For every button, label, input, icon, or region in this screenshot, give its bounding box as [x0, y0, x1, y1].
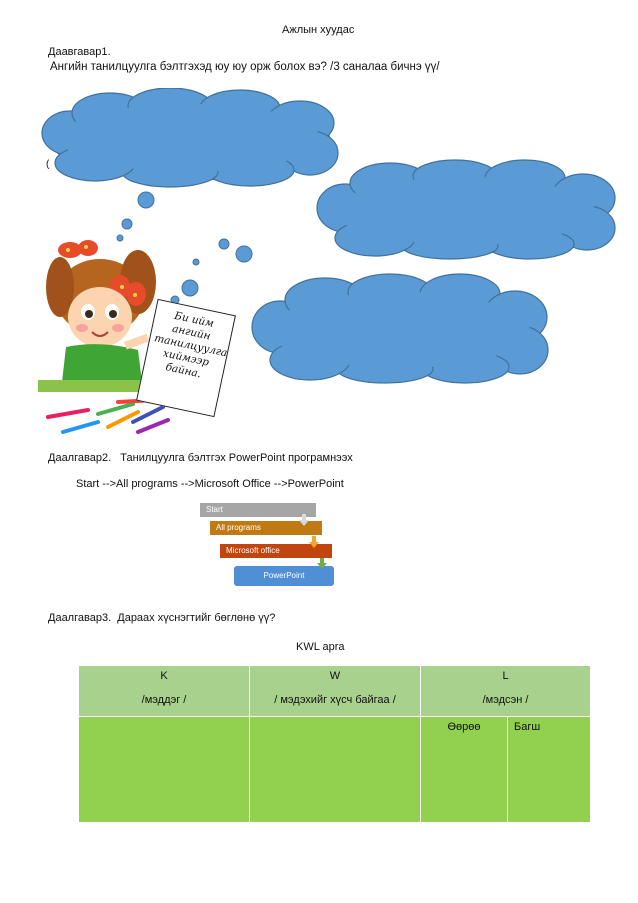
page-title: Ажлын хуудас — [282, 24, 355, 36]
step-start: Start — [200, 503, 316, 517]
step-powerpoint: PowerPoint — [234, 566, 334, 586]
kwl-title: KWL apra — [296, 641, 345, 653]
kwl-col-l: L /мэдсэн / — [421, 666, 591, 717]
note-card: Би ийм ангийн танилцуулга хиймээр байна. — [136, 299, 236, 417]
kwl-sub-teacher: Багш — [514, 721, 541, 733]
task1-question: Ангийн танилцуулга бэлтгэхэд юу юу орж болох вэ? /3 саналаа бичнэ үү/ — [50, 61, 440, 73]
task1-label: Даавгавар1. — [48, 46, 111, 58]
step-arrows — [296, 512, 336, 570]
kwl-table — [78, 665, 591, 823]
thought-cloud-3 — [250, 272, 550, 384]
thought-cloud-2 — [315, 158, 621, 260]
task2-path: Start -->All programs -->Microsoft Office -->PowerPoint — [76, 478, 344, 490]
kwl-sub-self: Өөрөө — [447, 721, 481, 733]
task2-text: Танилцуулга бэлтгэх PowerPoint програмнээх — [120, 452, 353, 464]
step-all-programs: All programs — [210, 521, 322, 535]
task3-text: Дараах хүснэгтийг бөглөнө үү? — [117, 612, 276, 624]
task3-label: Даалгавар3. Дараах хүснэгтийг бөглөнө үү? — [48, 612, 276, 624]
kwl-cell-k[interactable] — [79, 717, 250, 823]
kwl-col-k: K /мэддэг / — [79, 666, 250, 717]
step-microsoft-office: Microsoft office — [220, 544, 332, 558]
thought-cloud-1 — [40, 88, 340, 188]
thought-bubbles-right — [186, 226, 266, 286]
kwl-cell-w[interactable] — [250, 717, 421, 823]
kwl-col-w: W / мэдэхийг хүсч байгаа / — [250, 666, 421, 717]
kwl-cell-l-self[interactable] — [421, 717, 508, 823]
stray-mark: ( — [46, 159, 50, 170]
kwl-cell-l-teacher[interactable] — [508, 717, 591, 823]
task2-label: Даалгавар2. Танилцуулга бэлтгэх PowerPoint програмнээх — [48, 452, 353, 464]
